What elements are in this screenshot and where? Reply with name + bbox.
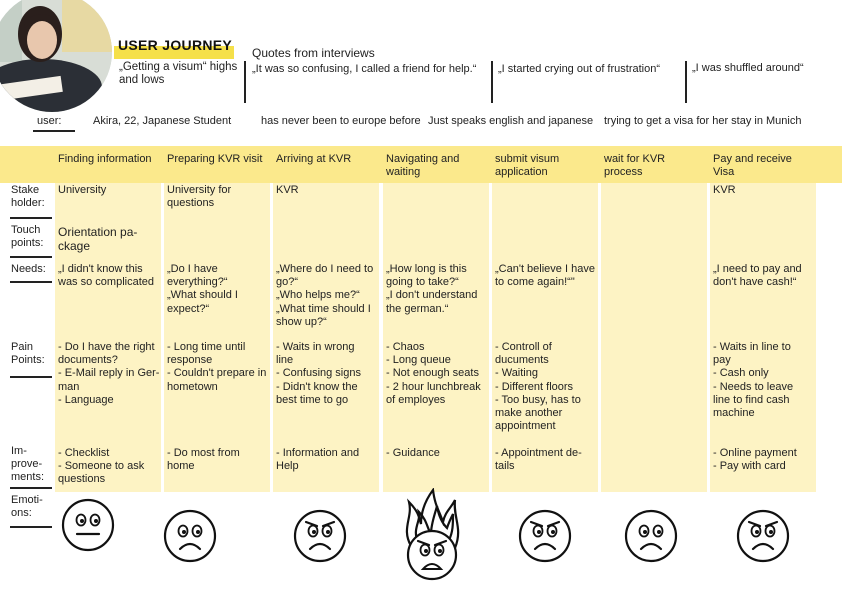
- row-divider: [10, 256, 52, 258]
- user-label-underline: [33, 130, 75, 132]
- stage-header: Navigating and waiting: [386, 153, 460, 179]
- row-divider: [10, 376, 52, 378]
- cell-pain-points: - Do I have the right documents? - E-Mail reply in Ger- man - Language: [58, 341, 160, 406]
- cell-needs: „I didn't know this was so complicated: [58, 263, 154, 289]
- neutral-face-icon: [53, 495, 123, 595]
- annoyed-face-icon: [285, 506, 355, 606]
- annoyed-face-icon: [510, 506, 580, 606]
- row-label-needs: Needs:: [11, 263, 46, 275]
- page-subtitle: „Getting a visum“ highs and lows: [119, 61, 238, 86]
- user-fact: Just speaks english and japanese: [428, 115, 594, 127]
- user-name: Akira, 22, Japanese Student: [93, 115, 232, 127]
- cell-pain-points: - Waits in wrong line - Confusing signs - Didn't know the best time to go: [276, 341, 361, 406]
- stage-header: Preparing KVR visit: [167, 153, 263, 165]
- row-divider: [10, 526, 52, 528]
- stage-header: wait for KVR process: [604, 153, 666, 179]
- stage-column: [601, 183, 707, 492]
- cell-pain-points: - Chaos - Long queue - Not enough seats - 2 hour lunchbreak of employes: [386, 341, 481, 406]
- cell-improvements: - Checklist - Someone to ask questions: [58, 447, 145, 486]
- user-photo: [0, 0, 112, 112]
- stage-column: [383, 183, 489, 492]
- cell-improvements: - Online payment - Pay with card: [713, 447, 797, 473]
- cell-stakeholder: KVR: [713, 184, 736, 196]
- cell-touchpoints: Orientation pa- ckage: [58, 225, 138, 253]
- quote-divider: [685, 61, 687, 103]
- user-fact: has never been to europe before: [261, 115, 421, 127]
- quote-divider: [491, 61, 493, 103]
- page-title: USER JOURNEY: [118, 37, 233, 53]
- cell-pain-points: - Controll of ducuments - Waiting - Different floors - Too busy, has to make another appointment: [495, 341, 581, 433]
- quote-3: „I was shuffled around“: [692, 62, 804, 74]
- stage-column: [710, 183, 816, 492]
- furious-face-icon: [397, 488, 467, 588]
- row-label-touchpoints: Touch points:: [11, 224, 44, 250]
- worried-face-icon: [155, 506, 225, 606]
- stage-column: [492, 183, 598, 492]
- cell-stakeholder: University for questions: [167, 184, 232, 210]
- quote-1: „It was so confusing, I called a friend for help.“: [252, 63, 477, 75]
- annoyed-face-icon: [728, 506, 798, 606]
- row-divider: [10, 217, 52, 219]
- row-label-improvements: Im- prove- ments:: [11, 445, 45, 484]
- quote-divider: [244, 61, 246, 103]
- quotes-title: Quotes from interviews: [252, 46, 375, 60]
- user-fact: trying to get a visa for her stay in Munich: [604, 115, 802, 127]
- stage-header: Arriving at KVR: [276, 153, 352, 165]
- cell-needs: „Do I have everything?“ „What should I expect?“: [167, 263, 238, 315]
- row-label-stakeholder: Stake holder:: [11, 184, 45, 210]
- cell-stakeholder: KVR: [276, 184, 299, 196]
- cell-improvements: - Appointment de- tails: [495, 447, 582, 473]
- cell-improvements: - Information and Help: [276, 447, 360, 473]
- stage-header: Pay and receive Visa: [713, 153, 792, 179]
- row-divider: [10, 487, 52, 489]
- cell-needs: „Can't believe I have to come again!“": [495, 263, 595, 289]
- cell-stakeholder: University: [58, 184, 107, 196]
- cell-needs: „Where do I need to go?“ „Who helps me?“ „What time should I show up?“: [276, 263, 374, 328]
- stage-column: [273, 183, 379, 492]
- sad-face-icon: [616, 506, 686, 606]
- stage-header: Finding information: [58, 153, 152, 165]
- cell-pain-points: - Waits in line to pay - Cash only - Needs to leave line to find cash machine: [713, 341, 794, 420]
- cell-improvements: - Do most from home: [167, 447, 240, 473]
- cell-needs: „How long is this going to take?“ „I don't understand the german.“: [386, 263, 478, 315]
- stage-column: [164, 183, 270, 492]
- row-label-emotions: Emoti- ons:: [11, 494, 43, 520]
- row-label-pain-points: Pain Points:: [11, 341, 45, 367]
- stage-header: submit visum application: [495, 153, 560, 179]
- quote-2: „I started crying out of frustration“: [498, 63, 661, 75]
- cell-improvements: - Guidance: [386, 447, 440, 459]
- row-divider: [10, 281, 52, 283]
- cell-pain-points: - Long time until response - Couldn't prepare in hometown: [167, 341, 267, 393]
- cell-needs: „I need to pay and don't have cash!“: [713, 263, 802, 289]
- user-label: user:: [37, 115, 62, 127]
